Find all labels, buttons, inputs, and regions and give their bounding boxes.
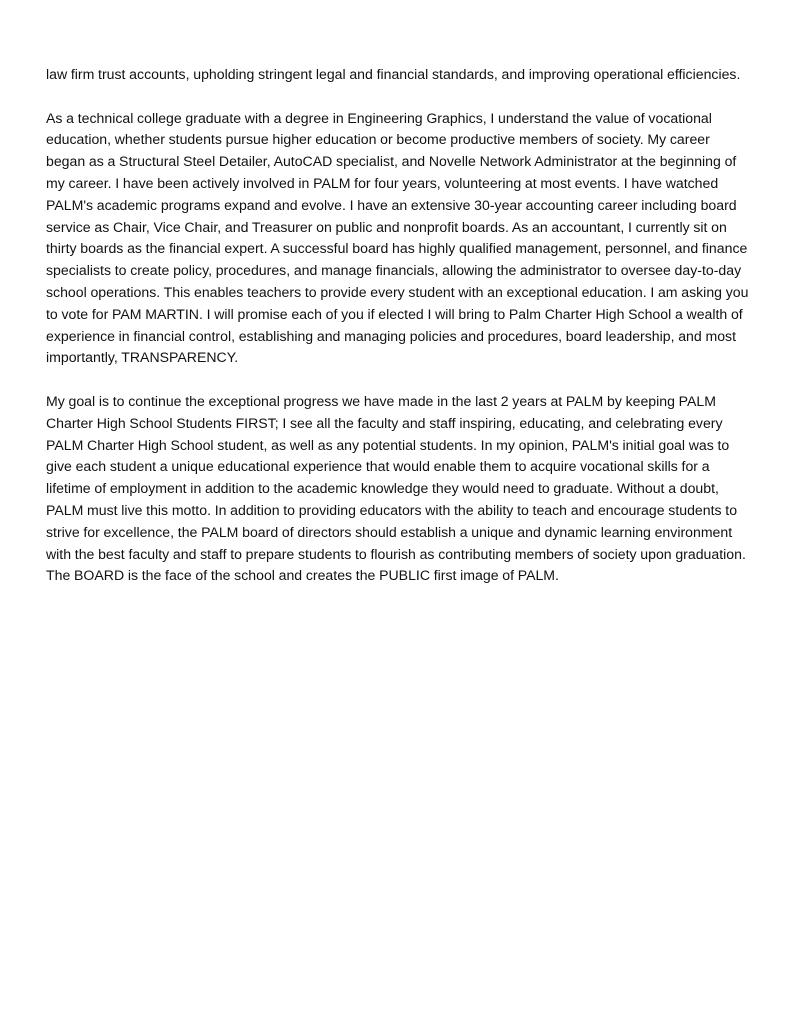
paragraph-continuation: law firm trust accounts, upholding stringent legal and financial standards, and improving operational efficiencies. xyxy=(46,66,741,82)
document-body xyxy=(46,64,751,609)
paragraph-background: As a technical college graduate with a degree in Engineering Graphics, I understand the value of vocational education, whether students pursue higher education or become productive members of society. My career began as a Structural Steel Detailer, AutoCAD specialist, and Novelle Network Administrator at the beginning of my career. I have been actively involved in PALM for four years, volunteering at most events. I have watched PALM's academic programs expand and evolve. I have an extensive 30-year accounting career including board service as Chair, Vice Chair, and Treasurer on public and nonprofit boards. As an accountant, I currently sit on thirty boards as the financial expert. A successful board has highly qualified management, personnel, and finance specialists to create policy, procedures, and manage financials, allowing the administrator to oversee day-to-day school operations. This enables teachers to provide every student with an exceptional education. I am asking you to vote for PAM MARTIN. I will promise each of you if elected I will bring to Palm Charter High School a wealth of experience in financial control, establishing and managing policies and procedures, board leadership, and most importantly, TRANSPARENCY. xyxy=(46,109,749,366)
paragraph-goals: My goal is to continue the exceptional progress we have made in the last 2 years at PALM by keeping PALM Charter High School Students FIRST; I see all the faculty and staff inspiring, educating, and celebrating every PALM Charter High School student, as well as any potential students. In my opinion, PALM's initial goal was to give each student a unique educational experience that would enable them to acquire vocational skills for a lifetime of employment in addition to the academic knowledge they would need to graduate. Without a doubt, PALM must live this motto. In addition to providing educators with the ability to teach and encourage students to strive for excellence, the PALM board of directors should establish a unique and dynamic learning environment with the best faculty and staff to prepare students to flourish as contributing members of society upon graduation. The BOARD is the face of the school and creates the PUBLIC first image of PALM. xyxy=(46,392,746,584)
